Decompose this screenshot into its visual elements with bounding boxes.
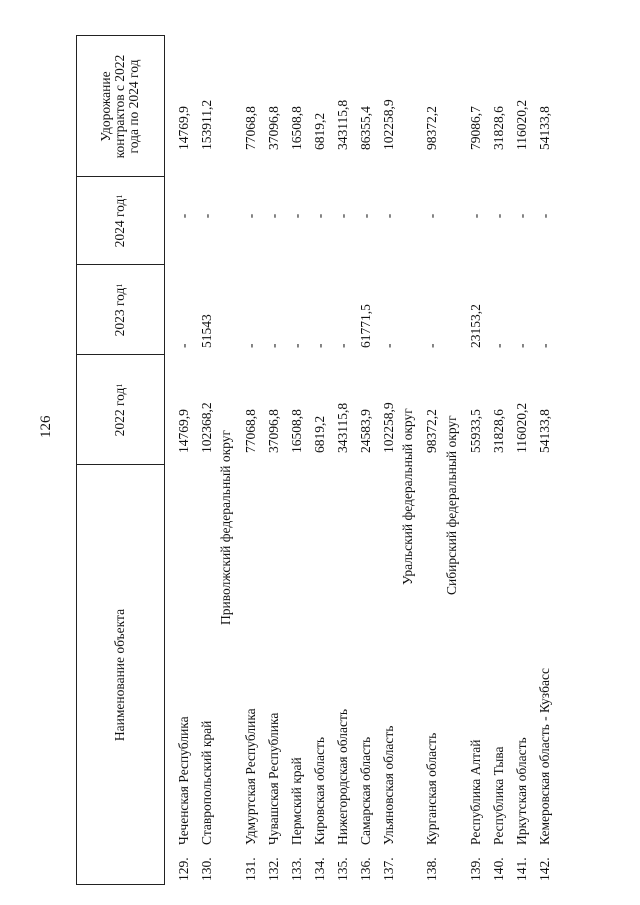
table-row	[465, 35, 487, 885]
table-row	[488, 35, 510, 885]
value-2023: 51543	[199, 314, 214, 348]
row-name: Ульяновская область	[381, 725, 396, 845]
value-2022: 343115,8	[335, 402, 350, 453]
row-number: 141.	[514, 857, 529, 881]
value-2022: 37096,8	[266, 409, 281, 453]
row-number: 130.	[199, 857, 214, 881]
value-2022: 31828,6	[491, 409, 506, 453]
value-2023: -	[289, 343, 304, 348]
row-number: 132.	[266, 857, 281, 881]
value-2023: -	[537, 343, 552, 348]
table-row	[240, 35, 262, 885]
row-number: 129.	[176, 857, 191, 881]
value-2023: -	[312, 343, 327, 348]
table-row	[511, 35, 533, 885]
value-2023: 23153,2	[468, 304, 483, 348]
table-row	[309, 35, 331, 885]
value-2022: 98372,2	[424, 409, 439, 453]
value-2024: -	[289, 213, 304, 219]
value-2023: -	[424, 343, 439, 348]
value-2023: -	[335, 343, 350, 348]
value-2024: -	[468, 213, 483, 219]
value-2022: 77068,8	[243, 409, 258, 453]
header-2023: 2023 год 1	[112, 283, 127, 337]
value-total: 54133,8	[537, 106, 552, 150]
value-2024: -	[176, 213, 191, 219]
district-heading-ural: Уральский федеральный округ	[400, 408, 415, 585]
row-name: Удмуртская Республика	[243, 708, 258, 845]
value-2023: -	[266, 343, 281, 348]
row-number: 135.	[335, 857, 350, 881]
value-total: 14769,9	[176, 106, 191, 150]
value-total: 98372,2	[424, 106, 439, 150]
value-2024: -	[514, 213, 529, 219]
value-2023: -	[514, 343, 529, 348]
value-2024: -	[491, 213, 506, 219]
value-2024: -	[537, 213, 552, 219]
value-total: 16508,8	[289, 106, 304, 150]
value-2024: -	[424, 213, 439, 219]
row-number: 136.	[358, 857, 373, 881]
value-total: 86355,4	[358, 106, 373, 150]
row-name: Республика Алтай	[468, 739, 483, 845]
row-name: Иркутская область	[514, 737, 529, 845]
value-2024: -	[243, 213, 258, 219]
table-row	[355, 35, 377, 885]
row-number: 138.	[424, 857, 439, 881]
value-2023: 61771,5	[358, 304, 373, 348]
value-2022: 14769,9	[176, 409, 191, 453]
row-number: 142.	[537, 857, 552, 881]
row-number: 131.	[243, 857, 258, 881]
value-total: 31828,6	[491, 106, 506, 150]
table-row	[196, 35, 218, 885]
value-2022: 6819,2	[312, 415, 327, 453]
header-bottom-rule	[164, 35, 165, 885]
table-row	[332, 35, 354, 885]
header-2022: 2022 год 1	[112, 383, 127, 437]
value-2022: 16508,8	[289, 409, 304, 453]
value-2022: 102368,2	[199, 402, 214, 453]
value-total: 37096,8	[266, 106, 281, 150]
row-name: Ставропольский край	[199, 720, 214, 845]
value-2024: -	[358, 213, 373, 219]
value-2023: -	[381, 343, 396, 348]
row-name: Курганская область	[424, 732, 439, 845]
value-2022: 24583,9	[358, 409, 373, 453]
table-row	[534, 35, 556, 885]
value-2024: -	[381, 213, 396, 219]
header-total: Удорожание контрактов с 2022 года по 2024 год	[98, 54, 141, 159]
row-number: 137.	[381, 857, 396, 881]
row-number: 140.	[491, 857, 506, 881]
row-name: Самарская область	[358, 736, 373, 845]
table-row	[263, 35, 285, 885]
value-2022: 116020,2	[514, 402, 529, 453]
rotated-table	[76, 35, 596, 885]
row-name: Республика Тыва	[491, 746, 506, 845]
row-number: 133.	[289, 857, 304, 881]
row-name: Кировская область	[312, 736, 327, 845]
value-2022: 54133,8	[537, 409, 552, 453]
district-heading-volga: Приволжский федеральный округ	[218, 429, 233, 625]
value-total: 116020,2	[514, 99, 529, 150]
table-row	[378, 35, 400, 885]
table-row	[421, 35, 443, 885]
row-number: 139.	[468, 857, 483, 881]
table-row	[286, 35, 308, 885]
value-2022: 55933,5	[468, 409, 483, 453]
header-2024: 2024 год 1	[112, 194, 127, 248]
value-total: 6819,2	[312, 112, 327, 150]
value-total: 153911,2	[199, 99, 214, 150]
header-name: Наименование объекта	[112, 608, 127, 742]
row-name: Чеченская Республика	[176, 716, 191, 845]
value-total: 79086,7	[468, 106, 483, 150]
row-name: Нижегородская область	[335, 708, 350, 845]
value-2023: -	[243, 343, 258, 348]
table-row	[173, 35, 195, 885]
value-total: 102258,9	[381, 99, 396, 150]
page-number: 126	[38, 415, 54, 438]
value-2023: -	[176, 343, 191, 348]
row-name: Пермский край	[289, 757, 304, 845]
value-2024: -	[266, 213, 281, 219]
row-name: Кемеровская область - Кузбасс	[537, 668, 552, 845]
value-2024: -	[335, 213, 350, 219]
value-2024: -	[199, 213, 214, 219]
value-2023: -	[491, 343, 506, 348]
row-name: Чувашская Республика	[266, 712, 281, 845]
value-total: 343115,8	[335, 99, 350, 150]
district-heading-siberia: Сибирский федеральный округ	[444, 415, 459, 595]
row-number: 134.	[312, 857, 327, 881]
value-total: 77068,8	[243, 106, 258, 150]
value-2024: -	[312, 213, 327, 219]
value-2022: 102258,9	[381, 402, 396, 453]
